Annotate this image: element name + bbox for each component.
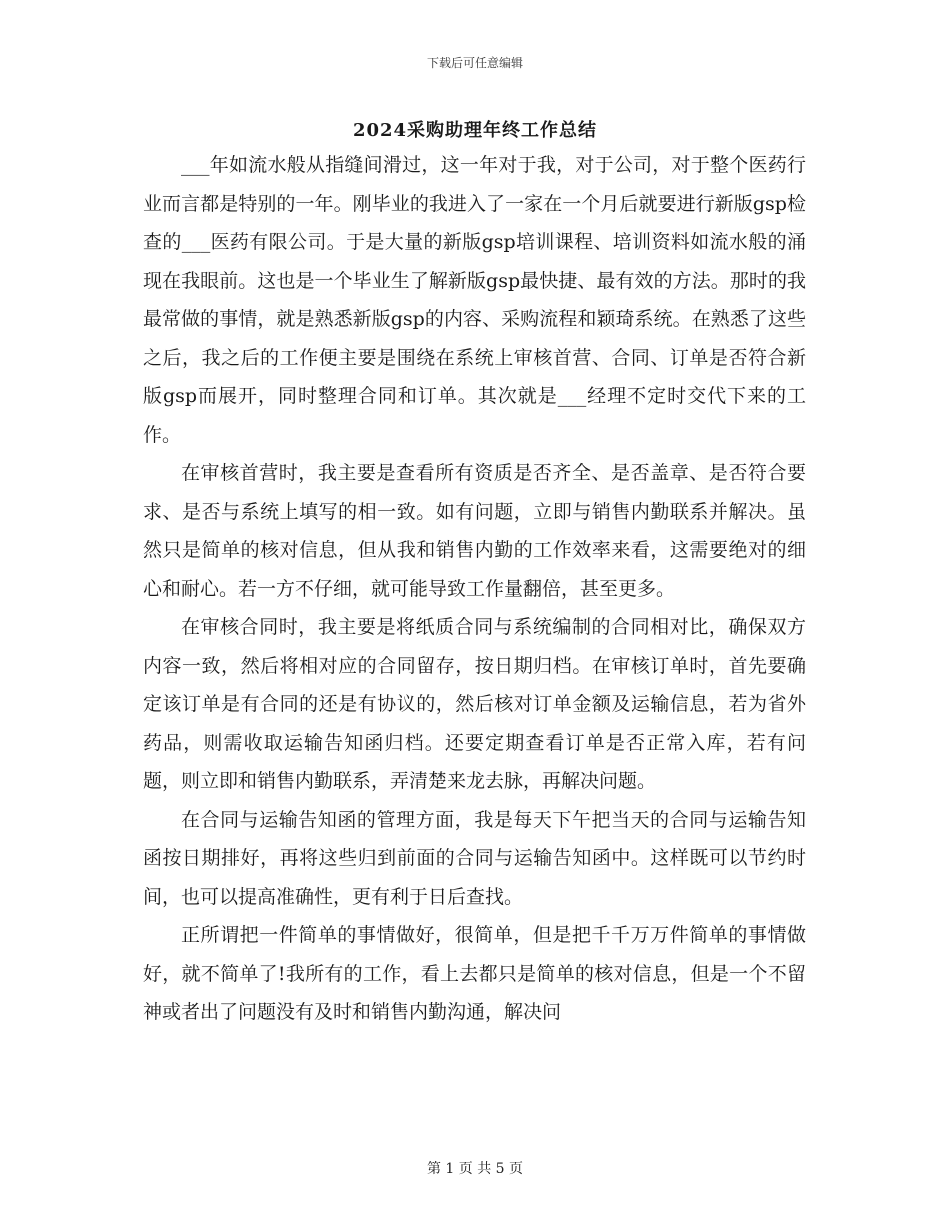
paragraph-1: ___年如流水般从指缝间滑过，这一年对于我，对于公司，对于整个医药行业而言都是特别的一年。刚毕业的我进入了一家在一个月后就要进行新版gsp检查的___医药有限公司。于是大量的新版gsp培训课程、培训资料如流水般的涌现在我眼前。这也是一个毕业生了解新版gsp最快捷、最有效的方法。那时的我最常做的事情，就是熟悉新版gsp的内容、采购流程和颖琦系统。在熟悉了这些之后，我之后的工作便主要是围绕在系统上审核首营、合同、订单是否符合新版gsp而展开，同时整理合同和订单。其次就是___经理不定时交代下来的工作。: [143, 154, 806, 446]
page-number-footer: 第 1 页 共 5 页: [426, 1161, 524, 1177]
page-header-note: 下载后可任意编辑: [426, 56, 523, 70]
paragraph-3: 在审核合同时，我主要是将纸质合同与系统编制的合同相对比，确保双方内容一致，然后将相对应的合同留存，按日期归档。在审核订单时，首先要确定该订单是有合同的还是有协议的，然后核对订单金额及运输信息，若为省外药品，则需收取运输告知函归档。还要定期查看订单是否正常入库，若有问题，则立即和销售内勤联系，弄清楚来龙去脉，再解决问题。: [143, 616, 806, 792]
document-body: [143, 146, 806, 1032]
paragraph-5: 正所谓把一件简单的事情做好，很简单，但是把千千万万件简单的事情做好，就不简单了!我所有的工作，看上去都只是简单的核对信息，但是一个不留神或者出了问题没有及时和销售内勤沟通，解决问: [143, 924, 806, 1023]
document-title: 2024采购助理年终工作总结: [352, 120, 598, 141]
paragraph-4: 在合同与运输告知函的管理方面，我是每天下午把当天的合同与运输告知函按日期排好，再将这些归到前面的合同与运输告知函中。这样既可以节约时间，也可以提高准确性，更有利于日后查找。: [143, 808, 806, 908]
paragraph-2: 在审核首营时，我主要是查看所有资质是否齐全、是否盖章、是否符合要求、是否与系统上填写的相一致。如有问题，立即与销售内勤联系并解决。虽然只是简单的核对信息，但从我和销售内勤的工作效率来看，这需要绝对的细心和耐心。若一方不仔细，就可能导致工作量翻倍，甚至更多。: [143, 462, 806, 600]
